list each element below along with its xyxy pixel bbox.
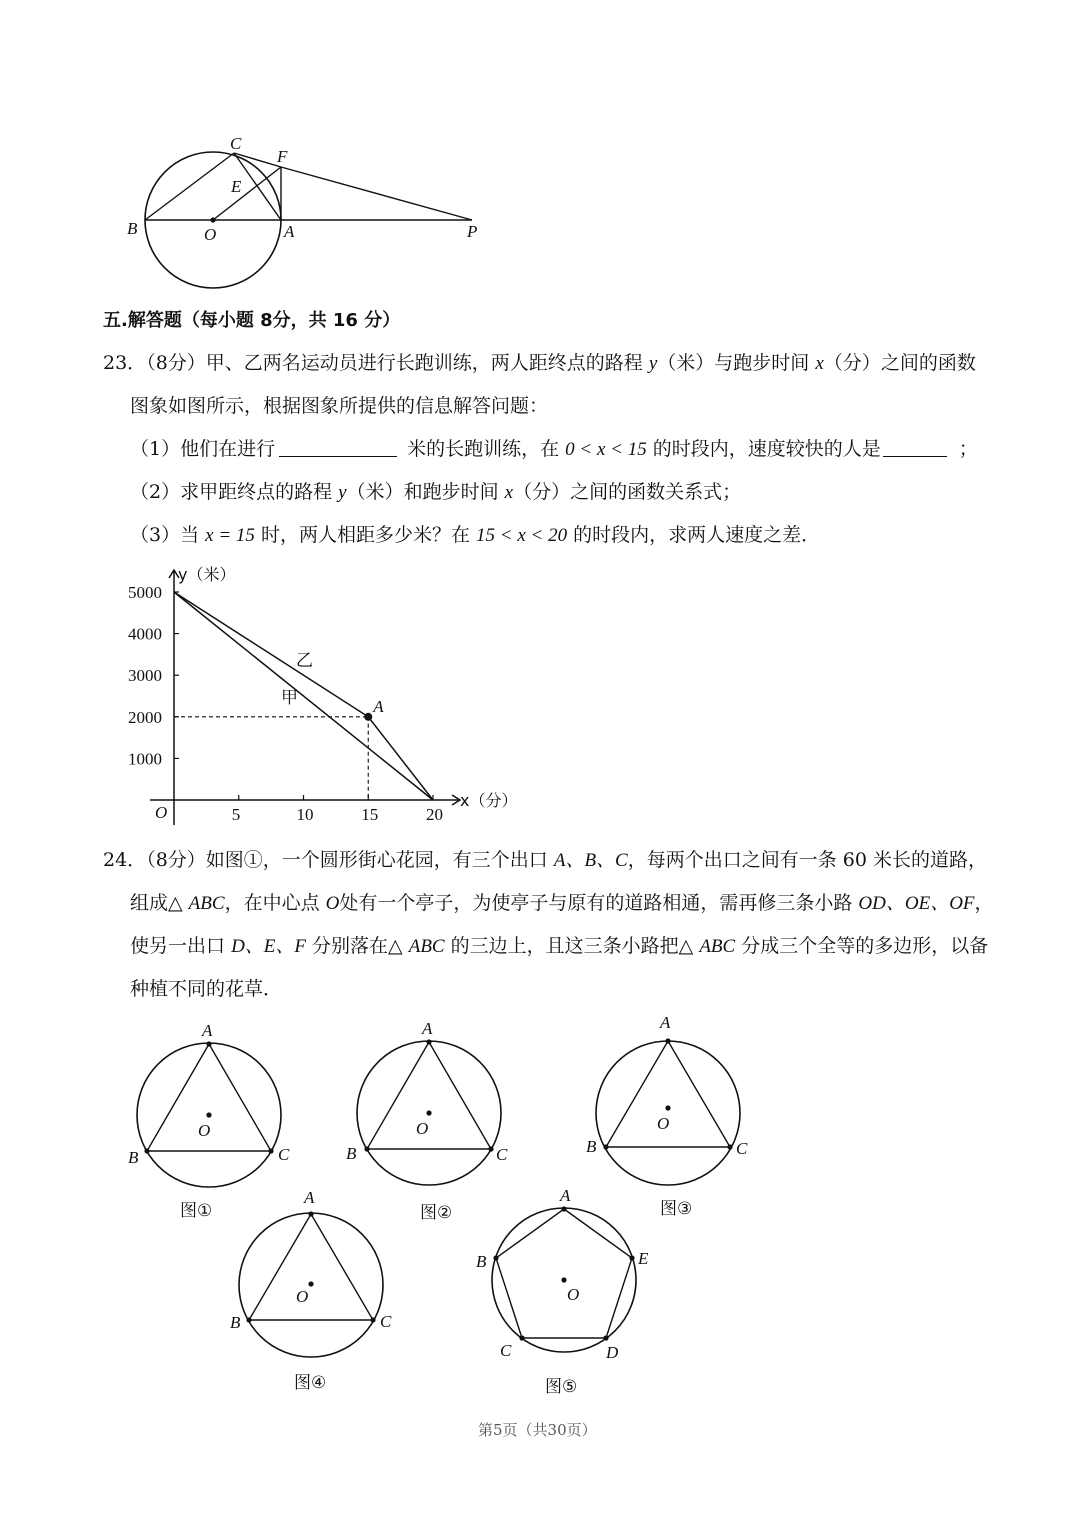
y-tick-label: 4000 (128, 624, 162, 644)
q23-score: （8分） (146, 352, 206, 374)
fig3-label-b: B (586, 1137, 597, 1156)
segment-of (213, 167, 281, 220)
q23-text: 与跑步时间 (714, 352, 810, 374)
y-axis-label: y（米） (178, 565, 236, 584)
point-a (364, 713, 372, 721)
range-0-15: 0 < x < 15 (565, 439, 647, 460)
point-o (210, 217, 215, 222)
q24-text: ，每两个出口之间有一条 (627, 849, 837, 871)
q24-text: 米长的道路， (873, 849, 988, 871)
answer-blank-distance[interactable] (279, 438, 397, 457)
label-o: O (204, 225, 217, 244)
figure-3 (586, 1013, 748, 1219)
segment-bc (145, 153, 234, 220)
q23-part2 (130, 480, 741, 505)
q23-part3-text: （3）当 (130, 524, 200, 546)
y-tick-label: 3000 (128, 666, 162, 686)
circle-tangent-figure (0, 0, 1080, 300)
distance-time-chart (0, 560, 1080, 860)
fig5-label-a: A (560, 1186, 571, 1205)
y-tick-label: 5000 (128, 583, 162, 602)
q23-part1 (130, 437, 978, 462)
q24-score: （8分） (146, 849, 206, 871)
fig4-label-c: C (380, 1312, 392, 1331)
triangle-abc: ABC (188, 893, 225, 914)
var-y: y (648, 353, 658, 374)
triangle-4 (249, 1214, 373, 1320)
fig5-label-e: E (638, 1249, 649, 1268)
fig4-label-b: B (230, 1313, 241, 1332)
triangle-abc: ABC (699, 936, 736, 957)
point-a-label: A (373, 696, 384, 716)
exits-abc: A、B、C (553, 850, 628, 871)
q23-part3 (130, 523, 820, 548)
q23-line1 (103, 351, 976, 376)
x-axis-label: x（分） (460, 791, 518, 810)
q24-text: 组成△ (130, 892, 183, 914)
q24-line3 (130, 934, 988, 959)
series-label-yi: 乙 (296, 651, 313, 671)
q23-part1-text: ； (958, 438, 978, 460)
y-tick-label: 1000 (128, 749, 162, 769)
segment-fp (281, 167, 472, 220)
origin-label: O (155, 803, 168, 822)
q24-line1 (103, 848, 987, 873)
triangle-2 (367, 1042, 491, 1149)
label-f: F (277, 147, 288, 166)
fig2-label-b: B (346, 1144, 357, 1163)
unit-minute: （分） (823, 352, 881, 374)
figure-1 (128, 1021, 290, 1221)
figures-group (0, 1010, 1080, 1440)
q23-part1-text: 的时段内，速度较快的人是 (652, 438, 881, 460)
range-15-20: 15 < x < 20 (476, 525, 568, 546)
section-title: 五.解答题（每小题 8分，共 16 分） (103, 310, 401, 331)
pentagon-5 (496, 1209, 632, 1338)
q23-text: 甲、乙两名运动员进行长跑训练，两人距终点的路程 (205, 352, 643, 374)
fig3-label-c: C (736, 1139, 748, 1158)
fig1-label-c: C (278, 1145, 290, 1164)
figure-2 (346, 1019, 508, 1223)
fig3-label-a: A (660, 1013, 671, 1032)
y-tick-label: 2000 (128, 707, 162, 727)
q24-line2 (130, 891, 994, 916)
q24-line4: 种植不同的花草． (130, 978, 283, 1000)
q23-part2-text: （2）求甲距终点的路程 (130, 481, 333, 503)
fig4-label-a: A (304, 1188, 315, 1207)
figure-4 (230, 1188, 392, 1393)
label-p: P (467, 222, 478, 241)
fig2-caption: 图② (420, 1203, 453, 1223)
fig5-label-c: C (500, 1341, 512, 1360)
q24-text: 的三边上，且这三条小路把△ (450, 935, 694, 957)
q23-part1-text: 米的长跑训练，在 (407, 438, 560, 460)
road-length: 60 (842, 849, 867, 871)
q23-part2-text: （分）之间的函数关系式； (513, 481, 742, 503)
q24-text: 如图①，一个圆形街心花园，有三个出口 (205, 849, 548, 871)
label-a: A (284, 222, 295, 241)
fig5-label-b: B (476, 1252, 487, 1271)
q23-part1-text: （1）他们在进行 (130, 438, 276, 460)
fig3-label-o: O (657, 1114, 670, 1133)
q23-line2: 图象如图所示，根据图象所提供的信息解答问题： (130, 395, 549, 417)
series-line-jia (174, 592, 433, 800)
fig4-caption: 图④ (294, 1373, 327, 1393)
q24-text: 处有一个亭子，为使亭子与原有的道路相通，需再修三条小路 (339, 892, 853, 914)
triangle-abc: ABC (408, 936, 445, 957)
fig3-caption: 图③ (660, 1199, 693, 1219)
fig1-label-a: A (202, 1021, 213, 1040)
center-o: O (325, 893, 340, 914)
q24-text: 分别落在△ (312, 935, 403, 957)
x-tick-label: 20 (426, 805, 443, 824)
fig2-label-a: A (422, 1019, 433, 1038)
q23-part2-text: （米）和跑步时间 (346, 481, 499, 503)
roads-od-oe-of: OD、OE、OF (858, 893, 975, 914)
q23-text: 之间的函数 (880, 352, 976, 374)
x-tick-label: 10 (296, 805, 314, 824)
fig1-caption: 图① (180, 1201, 213, 1221)
label-c: C (230, 134, 242, 153)
fig4-label-o: O (296, 1287, 309, 1306)
var-x: x (504, 482, 514, 503)
exits-def: D、E、F (231, 936, 306, 957)
q23-part3-text: 的时段内，求两人速度之差． (573, 524, 821, 546)
unit-meter: （米） (657, 352, 715, 374)
q24-text: ，在中心点 (224, 892, 320, 914)
q23-part3-text: 时，两人相距多少米？在 (260, 524, 470, 546)
label-e: E (231, 177, 242, 196)
x-tick-label: 5 (231, 805, 241, 824)
page-footer: 第5页（共30页） (478, 1421, 597, 1439)
q24-text: 分成三个全等的多边形，以备 (741, 935, 989, 957)
q24-text: ， (974, 892, 994, 914)
fig5-label-o: O (567, 1285, 580, 1304)
series-label-jia: 甲 (281, 688, 298, 708)
var-y: y (338, 482, 347, 503)
fig5-label-d: D (606, 1343, 619, 1362)
segment-cf (234, 153, 281, 167)
q24-text: 使另一出口 (130, 935, 226, 957)
fig1-label-o: O (198, 1121, 211, 1140)
eq-x-15: x = 15 (205, 525, 255, 546)
label-b: B (127, 219, 138, 238)
figure-5 (476, 1186, 649, 1397)
fig2-label-o: O (416, 1119, 429, 1138)
fig2-label-c: C (496, 1145, 508, 1164)
q23-number: 23． (103, 352, 147, 374)
x-tick-label: 15 (361, 805, 379, 824)
fig5-caption: 图⑤ (545, 1377, 578, 1397)
var-x: x (815, 353, 824, 374)
answer-blank-faster[interactable] (883, 438, 947, 457)
fig1-label-b: B (128, 1148, 139, 1167)
q24-number: 24． (103, 849, 147, 871)
